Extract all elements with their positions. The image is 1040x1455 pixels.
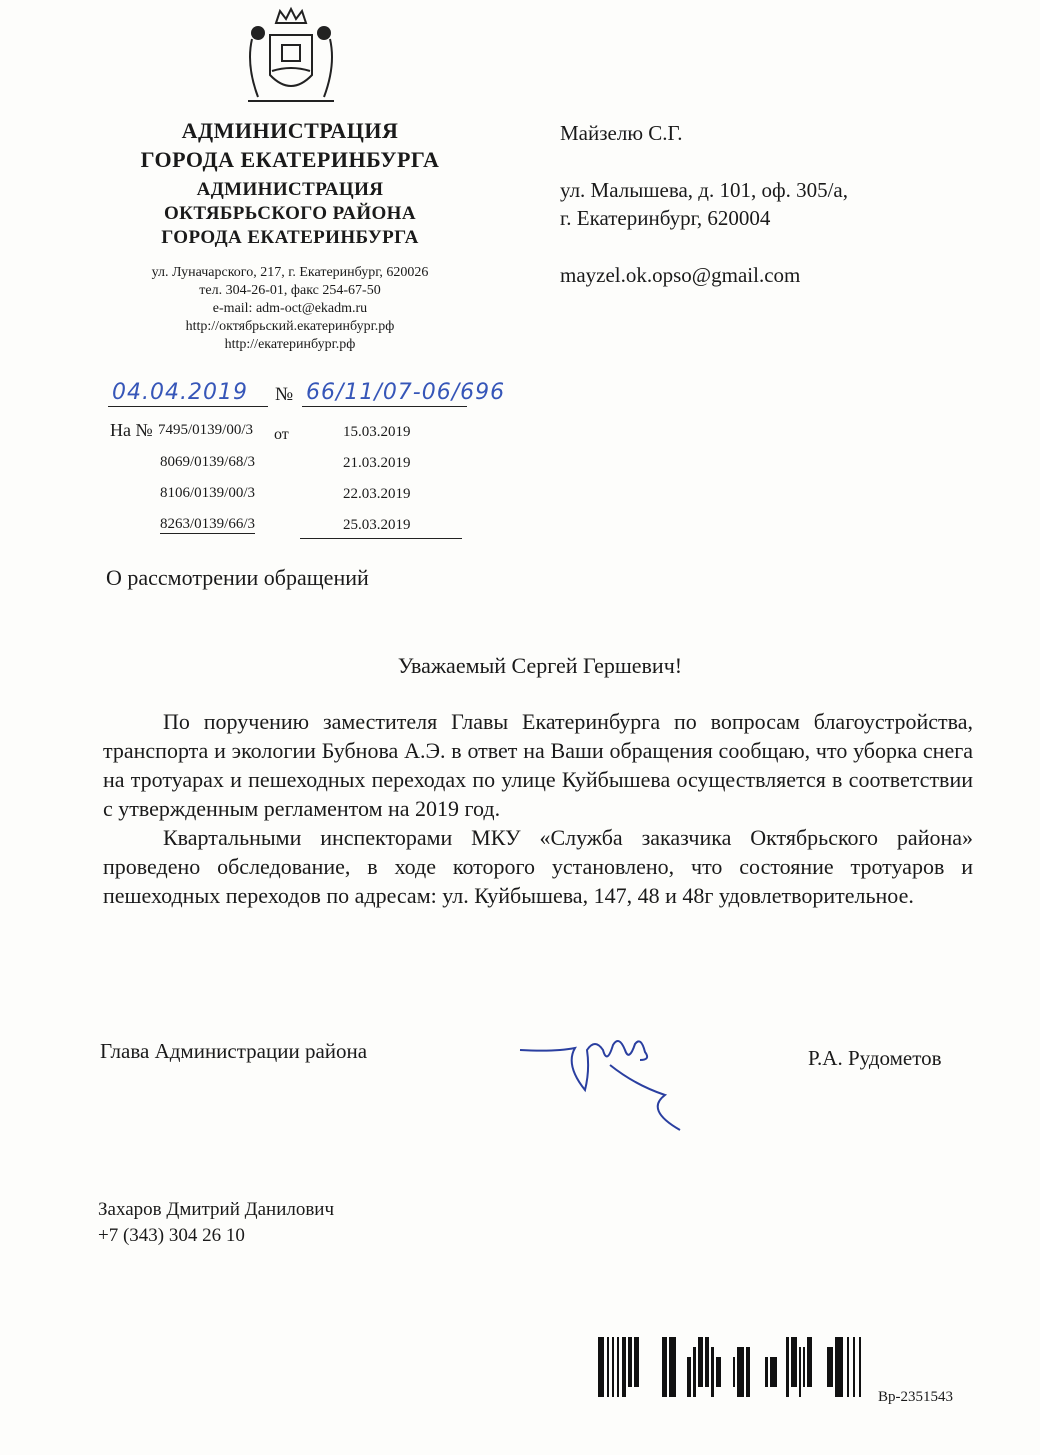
signatory-position: Глава Администрации района (100, 1039, 368, 1063)
barcode-bar (687, 1357, 691, 1397)
outgoing-number: 66/11/07-06/696 (306, 380, 506, 405)
barcode-bar (622, 1337, 626, 1397)
barcode-bar (612, 1337, 614, 1397)
barcode-label: Вр-2351543 (878, 1389, 953, 1405)
sub-line-2: ОКТЯБРЬСКОГО РАЙОНА (164, 203, 416, 224)
barcode-bar (698, 1337, 703, 1387)
reference-prefix: На № (110, 420, 153, 440)
subject: О рассмотрении обращений (106, 565, 369, 590)
reference-date: 22.03.2019 (343, 486, 411, 502)
executor-name: Захаров Дмитрий Данилович (98, 1199, 335, 1220)
barcode-bar (716, 1357, 721, 1387)
barcode-bar (607, 1337, 609, 1397)
contact-phone: тел. 304-26-01, факс 254-67-50 (199, 283, 381, 298)
barcode-bar (737, 1347, 744, 1397)
barcode-bar (835, 1337, 843, 1397)
reference-number: 8069/0139/68/3 (160, 454, 256, 470)
executor-phone: +7 (343) 304 26 10 (98, 1225, 245, 1246)
contact-website-district: http://октябрьский.екатеринбург.рф (185, 319, 395, 334)
barcode-bar (617, 1337, 619, 1397)
contact-block (90, 264, 490, 354)
organization-name (90, 116, 490, 174)
reference-date: 25.03.2019 (343, 517, 411, 533)
barcode-bar (859, 1337, 861, 1397)
barcode-bar (791, 1337, 797, 1387)
recipient-address-2: г. Екатеринбург, 620004 (560, 206, 771, 230)
barcode-bar (827, 1347, 833, 1387)
barcode-bar (807, 1337, 812, 1387)
number-underline (302, 406, 467, 407)
barcode-bar (765, 1357, 768, 1387)
letter-body (103, 707, 973, 910)
date-underline (108, 406, 268, 407)
reference-number: 7495/0139/00/3 (158, 422, 254, 438)
recipient-address-1: ул. Малышева, д. 101, оф. 305/а, (560, 178, 848, 202)
reference-number: 8263/0139/66/3 (160, 516, 256, 532)
barcode-bar (733, 1357, 735, 1387)
contact-email: e-mail: adm-oct@ekadm.ru (212, 301, 368, 316)
recipient-name: Майзелю С.Г. (560, 121, 683, 145)
sub-line-3: ГОРОДА ЕКАТЕРИНБУРГА (161, 227, 419, 248)
sub-line-1: АДМИНИСТРАЦИЯ (196, 179, 384, 200)
reference-from-label: от (274, 426, 289, 443)
city-coat-of-arms-emblem (240, 5, 342, 113)
barcode-bar (786, 1337, 789, 1397)
body-paragraph: Квартальными инспекторами МКУ «Служба заказчика Октябрьского района» проведено обследование, в ходе которого установлено, что состояние тротуаров и пешеходных переходов по адресам: ул. Куйбышева, 147, 48 и 48г удовлетворительное. (103, 825, 973, 908)
barcode-bar (598, 1337, 604, 1397)
number-sign: № (275, 384, 294, 405)
recipient-email: mayzel.ok.opso@gmail.com (560, 263, 801, 287)
barcode-bar (770, 1357, 777, 1387)
contact-website-city: http://екатеринбург.рф (224, 337, 356, 352)
handwritten-signature (515, 1030, 690, 1135)
barcode-bar (853, 1337, 855, 1397)
barcode-bar (634, 1337, 639, 1387)
reference-date: 21.03.2019 (343, 455, 411, 471)
barcode-bar (847, 1337, 849, 1397)
sub-organization-name (90, 178, 490, 250)
references-underline (300, 538, 462, 539)
reference-date: 15.03.2019 (343, 424, 411, 440)
barcode-bar (662, 1337, 667, 1397)
signatory-name: Р.А. Рудометов (808, 1046, 942, 1070)
salutation: Уважаемый Сергей Гершевич! (397, 653, 683, 678)
barcode-bar (693, 1347, 696, 1397)
org-line-2: ГОРОДА ЕКАТЕРИНБУРГА (140, 147, 440, 172)
barcode-bar (628, 1337, 632, 1387)
barcode-bar (799, 1347, 801, 1397)
contact-address: ул. Луначарского, 217, г. Екатеринбург, 620026 (151, 265, 429, 280)
barcode-bar (803, 1347, 805, 1387)
outgoing-date: 04.04.2019 (112, 380, 248, 405)
barcode-bar (705, 1337, 709, 1387)
barcode-bar (669, 1337, 676, 1397)
barcode-bar (746, 1347, 750, 1397)
body-paragraph: По поручению заместителя Главы Екатеринбурга по вопросам благоустройства, транспорта и экологии Бубнова А.Э. в ответ на Ваши обращения сообщаю, что уборка снега на тротуарах и пешеходных переходах по улице Куйбышева осуществляется в соответствии с утвержденным регламентом на 2019 год. (103, 709, 973, 821)
barcode-bar (711, 1347, 714, 1397)
reference-number: 8106/0139/00/3 (160, 485, 256, 501)
document-barcode (598, 1337, 863, 1397)
org-line-1: АДМИНИСТРАЦИЯ (181, 118, 399, 143)
